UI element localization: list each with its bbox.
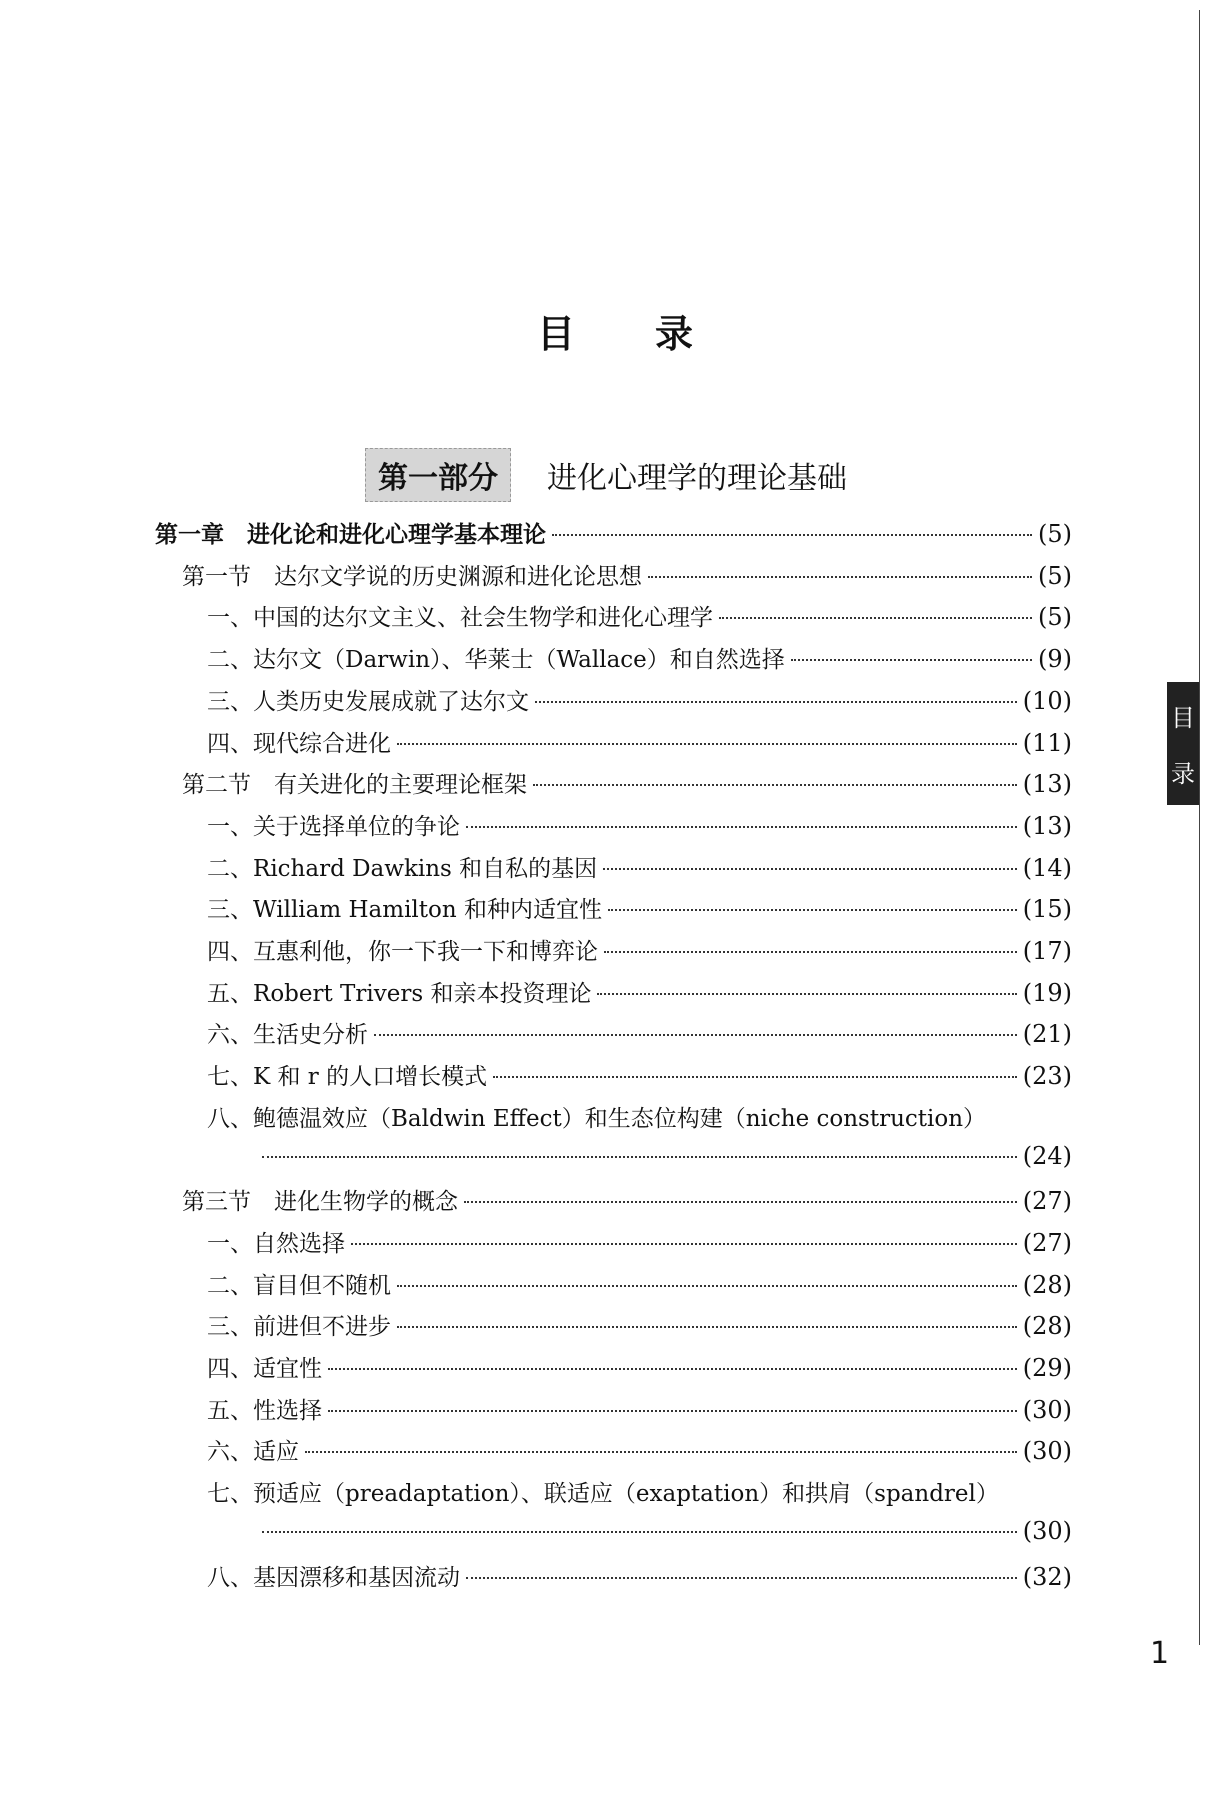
toc-entry — [155, 516, 1072, 552]
toc-entry-title: 第一节 达尔文学说的历史渊源和进化论思想 — [182, 563, 642, 590]
toc-entry — [207, 1559, 1072, 1595]
toc-entry-title: 一、关于选择单位的争论 — [207, 813, 460, 840]
toc-entry-title: 六、生活史分析 — [207, 1022, 368, 1049]
toc-entry — [207, 599, 1072, 635]
toc-leader-dots — [648, 576, 1032, 578]
toc-leader-dots — [397, 743, 1017, 745]
toc-entry — [207, 933, 1072, 969]
toc-entry-title: 二、达尔文（Darwin）、华莱士（Wallace）和自然选择 — [207, 647, 785, 674]
toc-entry — [207, 683, 1072, 719]
toc-entry-title: 三、人类历史发展成就了达尔文 — [207, 688, 529, 715]
toc-entry-page: (27) — [1022, 1187, 1072, 1216]
toc-entry-title: 第一章 进化论和进化心理学基本理论 — [155, 522, 546, 548]
toc-leader-dots — [397, 1326, 1017, 1328]
toc-entry — [182, 1183, 1072, 1219]
page-title-right: 录 — [655, 312, 696, 356]
toc-leader-dots — [466, 1577, 1017, 1579]
toc-entry-page: (23) — [1022, 1062, 1072, 1091]
toc-leader-dots — [604, 951, 1017, 953]
toc-entry-title: 四、适宜性 — [207, 1356, 322, 1382]
toc-entry-page: (5) — [1038, 603, 1072, 632]
page-number: 1 — [1150, 1636, 1170, 1671]
toc-entry-page: (13) — [1022, 811, 1072, 840]
toc-leader-dots — [464, 1201, 1017, 1203]
toc-entry-title: 五、Robert Trivers 和亲本投资理论 — [207, 980, 592, 1007]
toc-entry-page: (13) — [1022, 770, 1072, 799]
toc-leader-dots — [535, 701, 1017, 703]
toc-entry-page: (19) — [1022, 978, 1072, 1007]
toc-leader-dots — [262, 1156, 1017, 1158]
part-title: 进化心理学的理论基础 — [547, 461, 847, 496]
toc-entry — [207, 1350, 1072, 1386]
toc-entry-page: (14) — [1022, 853, 1072, 882]
toc-entry-page: (5) — [1038, 561, 1072, 590]
toc-entry-title: 四、互惠利他，你一下我一下和博弈论 — [207, 939, 598, 965]
toc-entry — [207, 1058, 1072, 1094]
toc-entry-continuation — [262, 1142, 1072, 1178]
toc-entry-title: 七、K 和 r 的人口增长模式 — [207, 1064, 488, 1091]
toc-entry-page: (11) — [1022, 728, 1072, 757]
toc-leader-dots — [328, 1410, 1017, 1412]
toc-entry — [207, 1308, 1072, 1344]
toc-entry — [207, 1475, 1072, 1511]
toc-entry-page: (30) — [1022, 1437, 1072, 1466]
toc-leader-dots — [305, 1451, 1017, 1453]
toc-entry-page: (17) — [1022, 937, 1072, 965]
part-heading — [365, 449, 847, 501]
toc-leader-dots — [328, 1368, 1017, 1370]
toc-entry — [207, 641, 1072, 677]
toc-entry-page: (30) — [1022, 1395, 1072, 1424]
toc-entry-page: (28) — [1022, 1270, 1072, 1299]
toc-entry — [207, 725, 1072, 761]
side-tab-char-1: 目 — [1171, 704, 1195, 733]
toc-entry-page: (15) — [1022, 895, 1072, 924]
toc-entry-continuation — [262, 1517, 1072, 1553]
toc-entry — [207, 1100, 1072, 1136]
toc-leader-dots — [533, 784, 1017, 786]
page-title — [0, 303, 1232, 358]
toc-entry-page: (9) — [1038, 645, 1072, 674]
toc-entry-page: (27) — [1022, 1228, 1072, 1257]
toc-entry — [182, 558, 1072, 594]
toc-entry — [207, 975, 1072, 1011]
toc-entry-title: 六、适应 — [207, 1439, 299, 1466]
toc-entry-title: 七、预适应（preadaptation）、联适应（exaptation）和拱肩（spandrel） — [207, 1481, 999, 1508]
toc-entry-page: (32) — [1022, 1562, 1072, 1591]
toc-entry-title: 二、Richard Dawkins 和自私的基因 — [207, 855, 598, 882]
toc-leader-dots — [374, 1034, 1017, 1036]
toc-leader-dots — [719, 617, 1032, 619]
toc-leader-dots — [466, 826, 1017, 828]
side-tab — [1167, 682, 1199, 805]
toc-leader-dots — [603, 868, 1017, 870]
toc-leader-dots — [397, 1285, 1017, 1287]
toc-entry-title: 三、William Hamilton 和种内适宜性 — [207, 897, 602, 924]
toc-entry-title: 四、现代综合进化 — [207, 730, 391, 757]
toc-entry-page: (21) — [1022, 1020, 1072, 1049]
toc-leader-dots — [597, 993, 1016, 995]
toc-entry-title: 第二节 有关进化的主要理论框架 — [182, 772, 527, 799]
toc-leader-dots — [791, 659, 1032, 661]
toc-entry-page: (28) — [1022, 1312, 1072, 1341]
toc-entry-title: 八、基因漂移和基因流动 — [207, 1564, 460, 1591]
toc-entry-title: 五、性选择 — [207, 1397, 322, 1424]
toc-leader-dots — [552, 534, 1032, 536]
toc-entry-title: 八、鲍德温效应（Baldwin Effect）和生态位构建（niche construction） — [207, 1105, 987, 1132]
toc-entry-page: (24) — [1022, 1141, 1072, 1170]
toc-entry — [207, 808, 1072, 844]
toc-entry — [207, 850, 1072, 886]
toc-leader-dots — [262, 1531, 1017, 1533]
toc-leader-dots — [608, 909, 1017, 911]
page-edge-line — [1199, 10, 1200, 1645]
toc-entry-title: 一、自然选择 — [207, 1230, 345, 1257]
toc-leader-dots — [493, 1076, 1017, 1078]
page-title-left: 目 — [536, 312, 577, 356]
toc-leader-dots — [351, 1243, 1017, 1245]
side-tab-char-2: 录 — [1171, 759, 1195, 788]
toc-entry-title: 三、前进但不进步 — [207, 1314, 391, 1341]
toc-entry-title: 第三节 进化生物学的概念 — [182, 1189, 458, 1216]
toc-entry — [207, 1433, 1072, 1469]
toc-entry — [207, 1392, 1072, 1428]
toc-entry — [207, 1225, 1072, 1261]
part-label: 第一部分 — [365, 448, 511, 502]
toc-entry — [207, 1267, 1072, 1303]
toc-entry-title: 一、中国的达尔文主义、社会生物学和进化心理学 — [207, 605, 713, 632]
toc-entry — [207, 1016, 1072, 1052]
toc-entry-page: (10) — [1022, 686, 1072, 715]
toc-entry-page: (30) — [1022, 1516, 1072, 1545]
toc-entry-title: 二、盲目但不随机 — [207, 1272, 391, 1299]
toc-entry-page: (29) — [1022, 1354, 1072, 1382]
toc-entry — [182, 766, 1072, 802]
toc-entry-page: (5) — [1038, 520, 1072, 548]
toc-entry — [207, 891, 1072, 927]
